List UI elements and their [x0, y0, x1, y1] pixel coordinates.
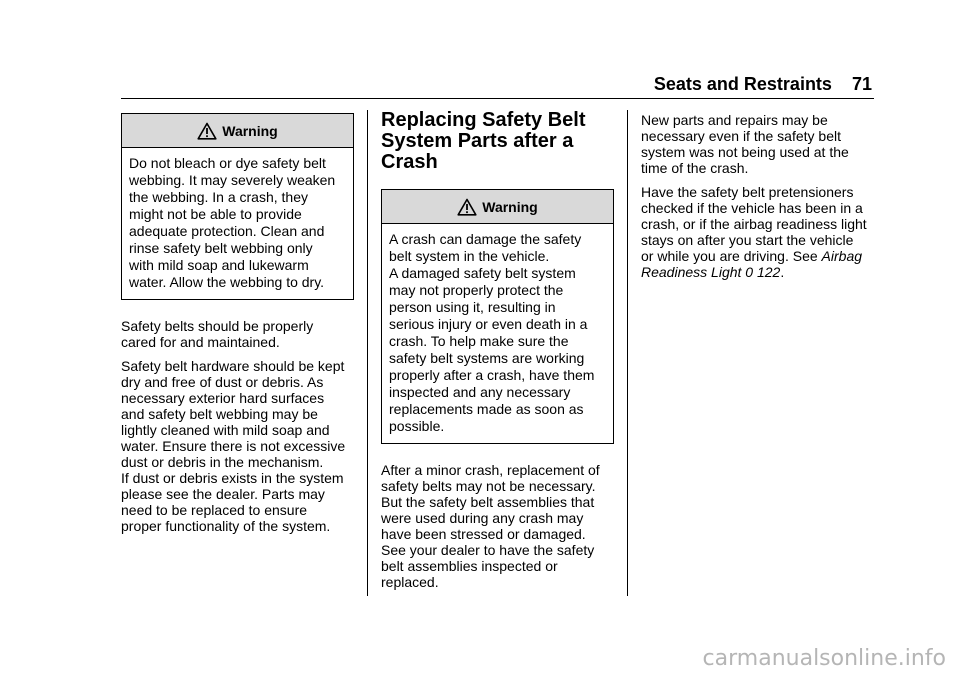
warning-line: with mild soap and lukewarm [129, 257, 309, 273]
warning-triangle-icon [457, 198, 477, 216]
airbag-readiness-light-link[interactable]: Airbag Readiness Light [641, 248, 863, 280]
warning-line: serious injury or even death in a [389, 316, 588, 332]
warning-header [122, 114, 353, 148]
page-reference[interactable]: 0 122 [745, 264, 781, 280]
warning-line: A crash can damage the safety [389, 231, 582, 247]
body-paragraph: New parts and repairs may be necessary even if the safety belt system was not being used at the time of the crash. [641, 112, 849, 176]
body-paragraph: After a minor crash, replacement of safety belts may not be necessary. But the safety belt assemblies that were used during any crash may have been stressed or damaged. See your dealer to have the safety belt assemblies inspected or replaced. [381, 462, 600, 590]
warning-line: water. Allow the webbing to dry. [129, 274, 325, 290]
warning-line: replacements made as soon as [389, 401, 584, 417]
warning-header [382, 190, 613, 224]
warning-triangle-icon [197, 122, 217, 140]
warning-line: rinse safety belt webbing only [129, 240, 313, 256]
header-title [600, 74, 872, 95]
warning-line: adequate protection. Clean and [129, 223, 325, 239]
warning-box-crash [381, 189, 614, 444]
section-heading: Replacing Safety Belt System Parts after a Crash [381, 109, 586, 173]
warning-line: may not properly protect the [389, 282, 564, 298]
column-divider-left [367, 110, 368, 596]
section-name: Seats and Restraints [653, 74, 832, 94]
column-3 [641, 112, 879, 288]
warning-line: A damaged safety belt system [389, 265, 576, 281]
warning-body [382, 224, 613, 443]
header-rule [121, 98, 874, 99]
warning-line: belt system in the vehicle. [389, 248, 550, 264]
warning-line: might not be able to provide [129, 206, 302, 222]
column-2 [381, 110, 614, 598]
body-paragraph: Safety belts should be properly cared for and maintained. [121, 318, 314, 350]
column-divider-right [627, 110, 628, 596]
warning-title: Warning [222, 122, 278, 139]
warning-line: safety belt systems are working [389, 350, 585, 366]
warning-line: Do not bleach or dye safety belt [129, 155, 326, 171]
warning-body [122, 148, 353, 299]
body-paragraph: Have the safety belt pretensioners checked if the vehicle has been in a crash, or if the airbag readiness light stays on after you start the vehicle or while you are driving. See Airbag Readiness Light 0 122. [641, 184, 867, 280]
page-arrow-icon: 0 [745, 264, 754, 280]
warning-line: possible. [389, 418, 445, 434]
warning-line: crash. To help make sure the [389, 333, 569, 349]
warning-title: Warning [482, 198, 538, 215]
warning-line: the webbing. In a crash, they [129, 189, 308, 205]
warning-line: properly after a crash, have them [389, 367, 595, 383]
body-paragraph: Safety belt hardware should be kept dry and free of dust or debris. As necessary exterior hard surfaces and safety belt webbing may be lightly cleaned with mild soap and water. Ensure there is not excessive dust or debris in the mechanism. If dust or debris exists in the system please see the dealer. Parts may need to be replaced to ensure proper functionality of the system. [121, 358, 346, 534]
column-1 [121, 113, 354, 542]
warning-box-webbing [121, 113, 354, 300]
warning-line: webbing. It may severely weaken [129, 172, 336, 188]
page-number: 71 [851, 74, 872, 94]
footer-watermark: carmanualsonline.info [702, 646, 946, 671]
warning-line: person using it, resulting in [389, 299, 556, 315]
warning-line: inspected and any necessary [389, 384, 571, 400]
